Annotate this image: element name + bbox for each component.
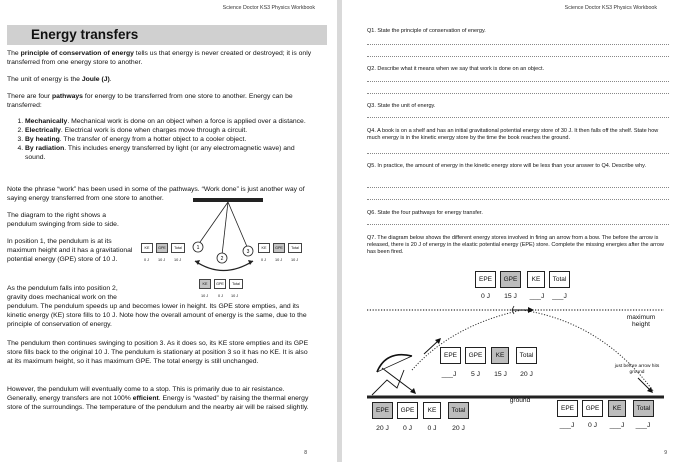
list-item: 3. By heating. The transfer of energy from a hotter object to a cooler object.	[25, 136, 312, 145]
page-title: Energy transfers	[7, 25, 327, 45]
page-number: 9	[664, 450, 667, 456]
blank-answer[interactable]: ___J	[559, 422, 575, 429]
ke-store-box: KE	[258, 243, 270, 253]
list-item: 2. Electrically. Electrical work is done when charges move through a circuit.	[25, 127, 312, 136]
paragraph-unit: The unit of energy is the Joule (J).	[7, 76, 112, 83]
store-value: 10 J	[275, 258, 283, 262]
question-4: Q4. A book is on a shelf and has an initial gravitational potential energy store of 30 J. It then falls off the shelf. State how much energy is in the kinetic energy store by the time the book reaches the ground.	[367, 128, 659, 141]
paragraph-position-1: In position 1, the pendulum is at its maximum height and it has a gravitational potential energy (GPE) store of 10 J.	[7, 238, 133, 263]
paragraph-conservation: The principle of conservation of energy tells us that energy is never created or destroyed; it is only transferred from one energy store to another.	[7, 50, 312, 66]
question-1: Q1. State the principle of conservation of energy.	[367, 28, 486, 34]
store-value: 0 J	[261, 258, 267, 262]
store-value: 20 J	[376, 425, 389, 432]
paragraph-position-3: The pendulum then continues swinging to position 3. As it does so, its KE store empties and its GPE store fills back to the original 10 J. The pendulum is stationary at position 3 so it has no KE. It is also at its maximum height, so it has maximum GPE. The total energy is still unchanged.	[7, 340, 309, 365]
question-2: Q2. Describe what it means when we say that work is done on an object.	[367, 66, 545, 72]
store-value: 0 J	[427, 425, 437, 432]
page-number: 8	[304, 450, 307, 456]
paragraph-diagram-intro: The diagram to the right shows a pendulum swinging from side to side.	[7, 212, 119, 228]
store-value: 0 J	[402, 425, 413, 432]
before-hit-label: just before arrow hits ground	[614, 364, 660, 375]
epe-store-box: EPE	[557, 400, 578, 417]
total-store-box: Total	[448, 402, 469, 419]
store-value: 15 J	[494, 371, 507, 378]
trajectory	[412, 310, 522, 370]
store-value: 10 J	[201, 294, 209, 298]
blank-answer[interactable]: ___J	[609, 422, 625, 429]
store-value: 10 J	[174, 258, 182, 262]
gpe-store-box: GPE	[500, 271, 521, 288]
store-value: 20 J	[520, 371, 533, 378]
total-store-box: Total	[549, 271, 570, 288]
ke-store-box: KE	[608, 400, 626, 417]
blank-answer[interactable]: ___J	[635, 422, 651, 429]
question-7: Q7. The diagram below shows the different energy stores involved in firing an arrow from a bow. The before the arrow is released, there is 20 J of energy in the elastic potential energy (EPE) store. Complete the missing energies after the arrow has been fired.	[367, 235, 664, 255]
gpe-store-box: GPE	[214, 279, 226, 289]
position-label: 2	[220, 256, 224, 262]
epe-store-box: EPE	[372, 402, 393, 419]
ke-store-box: KE	[527, 271, 545, 288]
trajectory	[522, 310, 654, 392]
question-3: Q3. State the unit of energy.	[367, 103, 436, 109]
total-store-box: Total	[229, 279, 243, 289]
position-label: 1	[196, 245, 200, 251]
right-page	[342, 0, 679, 462]
gpe-store-box: GPE	[582, 400, 603, 417]
total-store-box: Total	[288, 243, 302, 253]
store-value: 10 J	[231, 294, 239, 298]
bow-arrow-diagram	[342, 0, 679, 462]
running-header: Science Doctor KS3 Physics Workbook	[222, 5, 315, 11]
total-store-box: Total	[516, 347, 537, 364]
blank-answer[interactable]: ___J	[441, 371, 457, 378]
position-label: 3	[246, 249, 250, 255]
max-height-label: maximum height	[626, 314, 656, 328]
left-page	[0, 0, 337, 462]
paragraph-position-2a: As the pendulum falls into position 2, gravity does mechanical work on the	[7, 285, 118, 301]
blank-answer[interactable]: ___J	[529, 293, 545, 300]
list-item: 4. By radiation. This includes energy transferred by light (or any electromagnetic wave) and sound.	[25, 145, 312, 163]
paragraph-work-note: Note the phrase “work” has been used in some of the pathways. “Work done” is just another way of saying energy transferred from one store to another.	[7, 186, 305, 202]
bow-icon	[372, 355, 416, 395]
store-value: 15 J	[504, 293, 517, 300]
store-value: 10 J	[158, 258, 166, 262]
list-item: 1. Mechanically. Mechanical work is done on an object when a force is applied over a distance.	[25, 118, 312, 127]
arrow-icon	[424, 338, 441, 354]
arrow-icon	[512, 306, 534, 314]
gpe-store-box: GPE	[465, 347, 486, 364]
arrow-icon	[638, 378, 653, 393]
ground-label: ground	[509, 397, 531, 404]
store-value: 0 J	[218, 294, 224, 298]
ke-store-box: KE	[491, 347, 509, 364]
paragraph-position-2b: pendulum. The pendulum speeds up and becomes lower in height. Its GPE store empties, and its kinetic energy (KE) store fills to 10 J. Note how the overall amount of energy is the same, due to the principle of conservation of energy.	[7, 303, 307, 328]
ke-store-box: KE	[199, 279, 211, 289]
store-value: 0 J	[587, 422, 598, 429]
running-header: Science Doctor KS3 Physics Workbook	[564, 5, 657, 11]
total-store-box: Total	[633, 400, 654, 417]
epe-store-box: EPE	[440, 347, 461, 364]
paragraph-efficiency: However, the pendulum will eventually come to a stop. This is primarily due to air resistance. Generally, energy transfers are not 100% efficient. Energy is “wasted” by raising the thermal energy store of the surroundings. The temperature of the pendulum and the nearby air will be raised slightly.	[7, 386, 309, 411]
gpe-store-box: GPE	[273, 243, 285, 253]
question-6: Q6. State the four pathways for energy transfer.	[367, 210, 483, 216]
ke-store-box: KE	[141, 243, 153, 253]
store-value: 5 J	[470, 371, 481, 378]
question-5: Q5. In practice, the amount of energy in the kinetic energy store will be less than your answer to Q4. Describe why.	[367, 163, 647, 169]
store-value: 0 J	[480, 293, 491, 300]
gpe-store-box: GPE	[397, 402, 418, 419]
pendulum-string	[228, 202, 248, 249]
pendulum-support	[193, 198, 263, 202]
ke-store-box: KE	[423, 402, 441, 419]
total-store-box: Total	[171, 243, 185, 253]
gpe-store-box: GPE	[156, 243, 168, 253]
store-value: 0 J	[144, 258, 150, 262]
store-value: 10 J	[291, 258, 299, 262]
blank-answer[interactable]: ___J	[552, 293, 567, 300]
pendulum-diagram	[185, 195, 285, 280]
pathway-list	[7, 118, 312, 163]
paragraph-pathways: There are four pathways for energy to be transferred from one store to another. Energy can be transferred:	[7, 93, 293, 109]
epe-store-box: EPE	[475, 271, 496, 288]
store-value: 20 J	[452, 425, 465, 432]
